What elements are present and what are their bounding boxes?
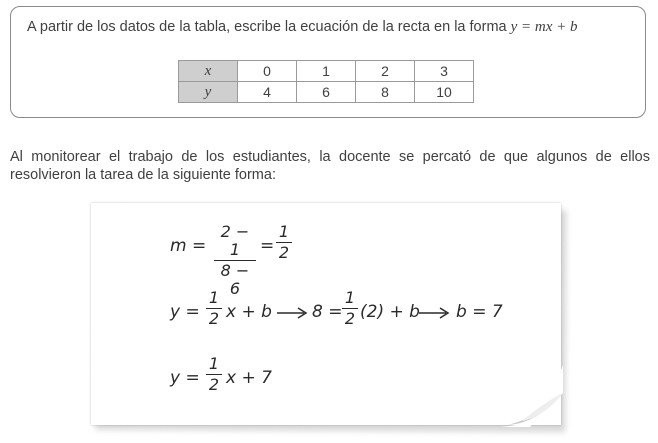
hw-b-equals-seven: b = 7 [456,302,503,322]
task-formula: y = mx + b [510,19,578,35]
hw-fraction-result [276,223,292,262]
hw-frac-den: 2 [278,243,290,262]
hw-x-plus-b: x + b [226,302,272,322]
hw-frac-num: 1 [208,288,220,307]
hw-equals: = [260,236,275,256]
hw-frac-den: 8 − 6 [220,261,250,298]
task-prompt-text: A partir de los datos de la tabla, escribe la ecuación de la recta en la forma [27,19,511,35]
table-row-x [179,61,474,82]
hw-m-equals: m = [170,236,207,256]
table-cell: 3 [415,61,474,82]
hw-x-plus-seven: x + 7 [226,368,272,388]
hw-fraction-half [206,289,222,328]
table-cell: 10 [415,82,474,103]
table-cell: 1 [297,61,356,82]
hw-fraction-slope [214,223,256,298]
table-cell: 6 [297,82,356,103]
arrow-right-icon [276,307,308,319]
table-row-y [179,82,474,103]
context-paragraph: Al monitorear el trabajo de los estudiantes, la docente se percató de que algunos de ellos resolvieron la tarea de la siguiente forma: [10,149,650,183]
table-cell: 4 [238,82,297,103]
arrow-right-icon [418,307,450,319]
hw-eight-equals: 8 = [312,302,343,322]
hw-frac-num: 1 [344,288,356,307]
table-header-y: y [179,82,238,103]
hw-frac-den: 2 [208,309,220,328]
xy-table [178,60,474,103]
hw-frac-num: 2 − 1 [220,222,250,259]
page-curl-icon [500,365,563,427]
hw-fraction-half-2 [342,289,358,328]
hw-frac-num: 1 [208,354,220,373]
hw-fraction-half-3 [206,355,222,394]
table-cell: 0 [238,61,297,82]
task-box [10,6,646,118]
hw-frac-num: 1 [278,222,290,241]
table-cell: 2 [356,61,415,82]
hw-y-equals: y = [170,302,200,322]
table-header-x: x [179,61,238,82]
hw-y-equals: y = [170,368,200,388]
task-prompt [27,19,578,36]
hw-times-two-plus-b: (2) + b [360,302,420,322]
hw-frac-den: 2 [208,375,220,394]
table-cell: 8 [356,82,415,103]
hw-frac-den: 2 [344,309,356,328]
